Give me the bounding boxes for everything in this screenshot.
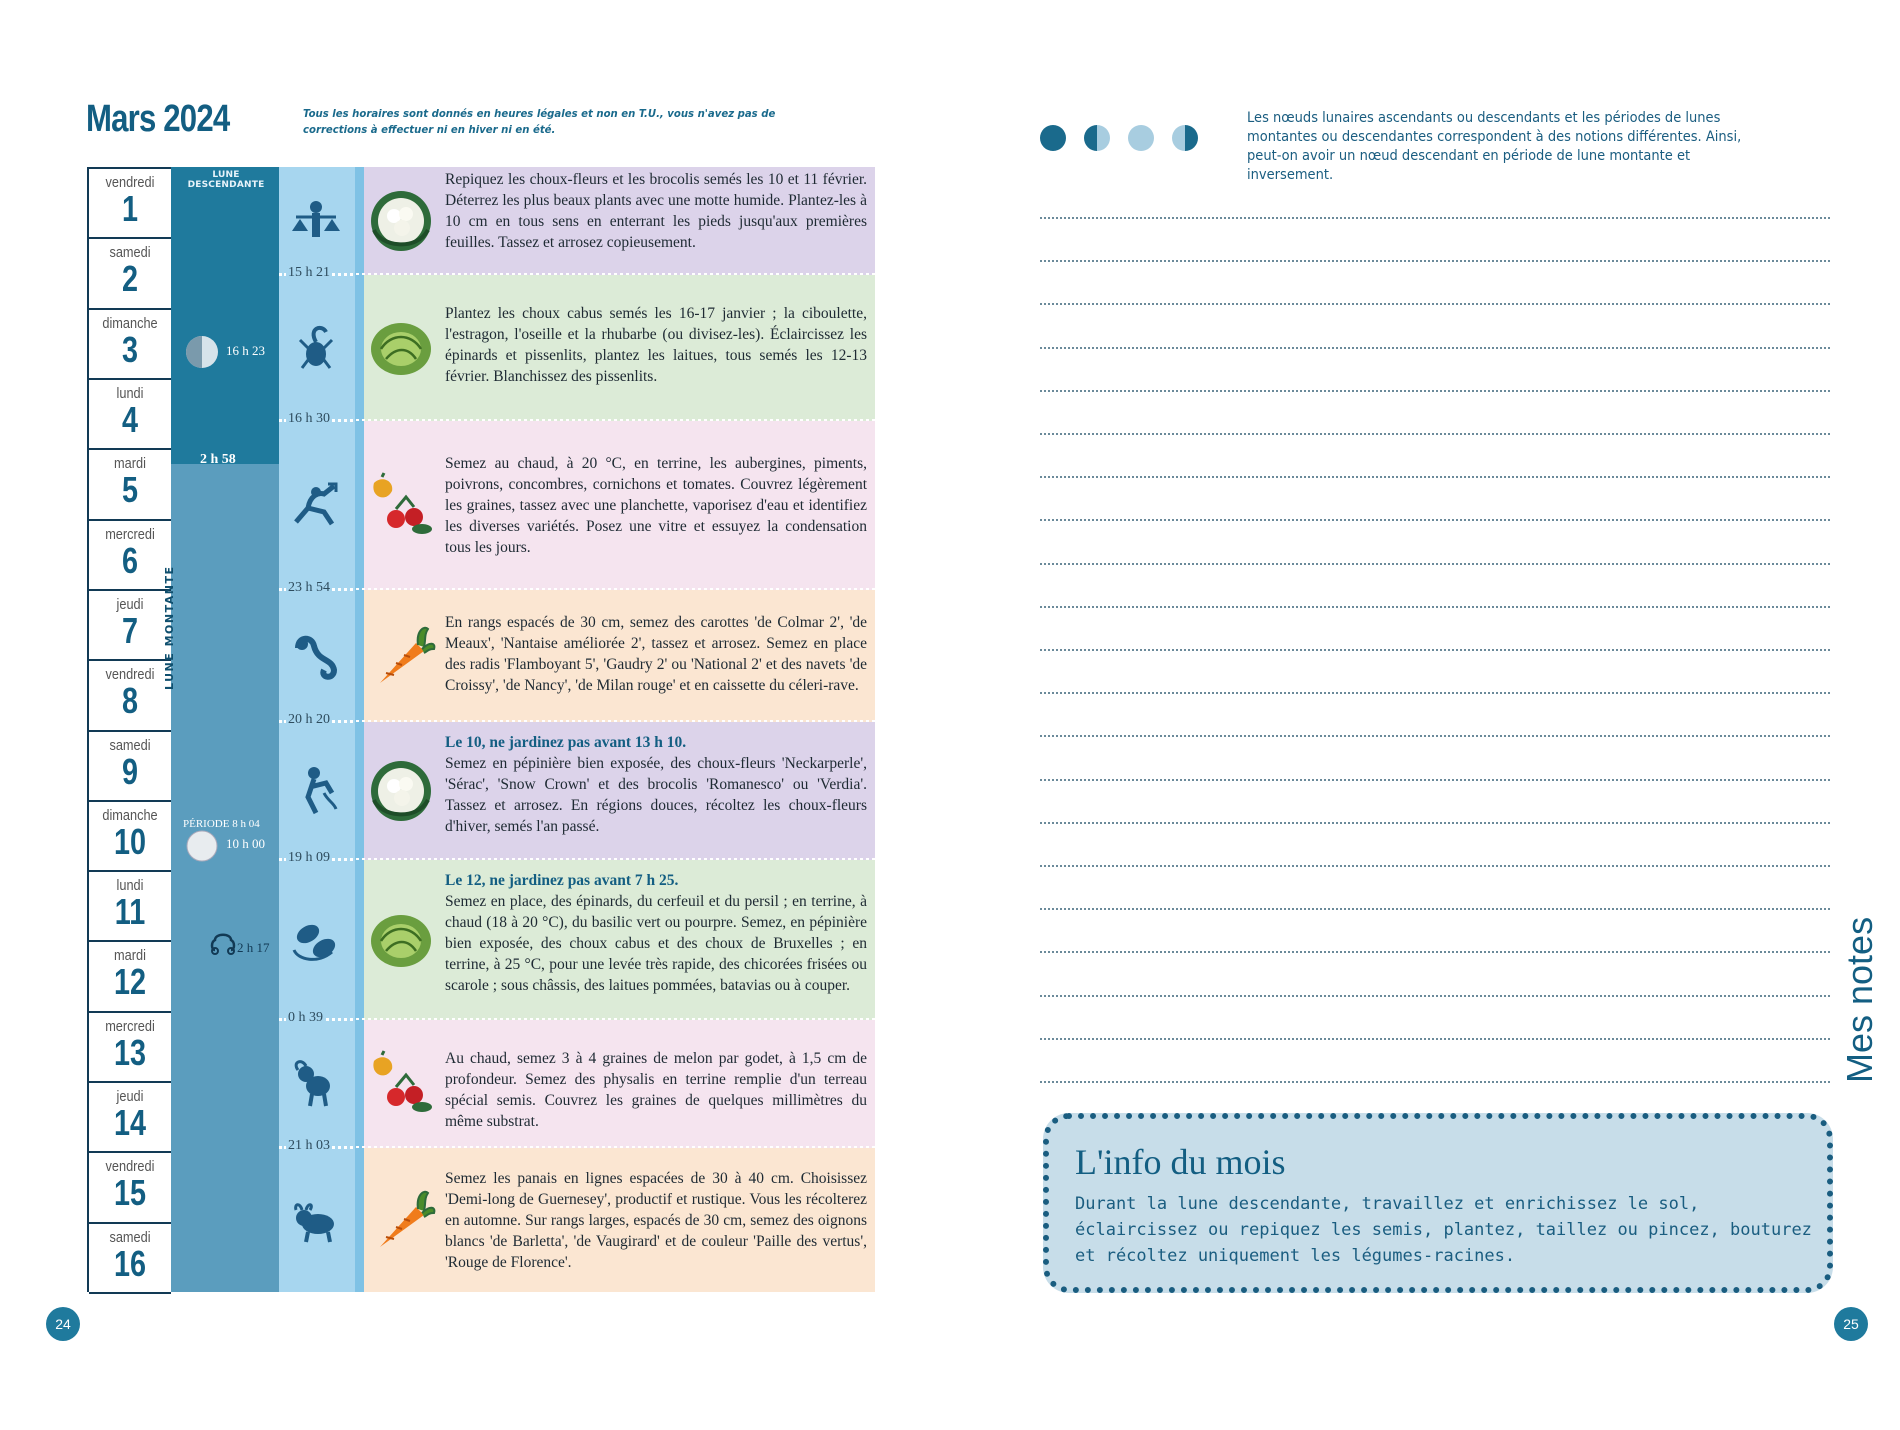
sign-change-time: 19 h 09 bbox=[288, 850, 330, 865]
note-line bbox=[1040, 908, 1830, 910]
node-time: 2 h 17 bbox=[237, 940, 270, 955]
info-title: L'info du mois bbox=[1075, 1142, 1286, 1182]
pisces-icon bbox=[288, 912, 344, 968]
day-number: 16 bbox=[113, 1242, 147, 1284]
block-warning: Le 12, ne jardinez pas avant 7 h 25. bbox=[445, 872, 679, 889]
cauliflower-icon bbox=[366, 756, 436, 826]
perigee-label: PÉRIODE 8 h 04 bbox=[183, 818, 260, 830]
block-strip bbox=[355, 1020, 364, 1148]
block-body: Semez les panais en lignes espacées de 30 à 40 cm. Choisissez 'Demi-long de Guernesey', productif et rustique. Vous les récolterez en automne. Sur rangs larges, espacés de 30 cm, semez des oignons blancs 'de Barletta', 'de Vaugirard' et de couleur 'Paille des vertus', 'Rouge de Florence'. bbox=[445, 1170, 867, 1271]
last-quarter-dot-icon bbox=[1172, 125, 1198, 151]
day-name: lundi bbox=[116, 384, 144, 402]
block-text bbox=[445, 612, 867, 696]
block-text bbox=[445, 169, 867, 253]
block-text bbox=[445, 732, 867, 837]
block-body: En rangs espacés de 30 cm, semez des carottes 'de Colmar 2', 'de Meaux', 'Nantaise améliorée 2', tassez et arrosez. Semez en place des radis 'Flamboyant 5', 'Gaudry 2' ou 'National 2' et des navets 'de Croissy', 'de Nancy', 'de Milan rouge' et en caissette du céleri-rave. bbox=[445, 614, 867, 694]
aquarius-icon bbox=[288, 763, 344, 819]
day-cell bbox=[89, 661, 171, 731]
gardening-block bbox=[355, 275, 875, 421]
block-text bbox=[445, 1048, 867, 1132]
day-number: 6 bbox=[121, 539, 139, 581]
day-cell bbox=[89, 239, 171, 309]
day-name: mercredi bbox=[105, 1017, 155, 1035]
block-body: Au chaud, semez 3 à 4 graines de melon par godet, à 1,5 cm de profondeur. Semez des physalis en terrine remplie d'un terreau spécial semis. Couvrez les graines de quelques millimètres du même substrat. bbox=[445, 1050, 867, 1130]
info-text: Durant la lune descendante, travaillez et enrichissez le sol, éclaircissez ou repiquez les semis, plantez, taillez ou pincez, bouturez et récoltez uniquement les légumes-racines. bbox=[1075, 1194, 1812, 1266]
gardening-block bbox=[355, 1148, 875, 1292]
block-strip bbox=[355, 275, 364, 421]
note-line bbox=[1040, 692, 1830, 694]
block-text bbox=[445, 453, 867, 558]
page-number-right: 25 bbox=[1834, 1307, 1868, 1341]
cabbage-icon bbox=[366, 905, 436, 975]
sagittarius-icon bbox=[288, 478, 344, 534]
moon-switch-time: 2 h 58 bbox=[200, 452, 236, 467]
day-name: lundi bbox=[116, 877, 144, 895]
carrot-icon bbox=[366, 1185, 436, 1255]
block-strip bbox=[355, 590, 364, 722]
note-line bbox=[1040, 951, 1830, 953]
day-cell bbox=[89, 169, 171, 239]
day-cell bbox=[89, 942, 171, 1012]
block-warning: Le 10, ne jardinez pas avant 13 h 10. bbox=[445, 734, 687, 751]
day-cell bbox=[89, 802, 171, 872]
lunar-node-icon bbox=[209, 930, 237, 956]
cauliflower-icon bbox=[366, 186, 436, 256]
block-strip bbox=[355, 421, 364, 590]
note-line bbox=[1040, 303, 1830, 305]
block-body: Semez en pépinière bien exposée, des choux-fleurs 'Neckarperle', 'Sérac', 'Snow Crown' et des brocolis 'Romanesco' ou 'Verdia'. Tassez et arrosez. En régions douces, récoltez les choux-fleurs d'hiver, semés l'an passé. bbox=[445, 755, 867, 835]
full-moon-dot-icon bbox=[1040, 125, 1066, 151]
lunar-nodes-note: Les nœuds lunaires ascendants ou descendants et les périodes de lunes montantes ou descendantes correspondent à des notions différentes. Ainsi, peut-on avoir un nœud descendant en période de lune montante et inversement. bbox=[1247, 110, 1742, 183]
last-quarter-moon-icon bbox=[185, 335, 219, 369]
day-cell bbox=[89, 1083, 171, 1153]
first-quarter-dot-icon bbox=[1084, 125, 1110, 151]
day-cell bbox=[89, 1153, 171, 1223]
day-name: dimanche bbox=[102, 806, 158, 824]
note-line bbox=[1040, 260, 1830, 262]
gardening-block bbox=[355, 860, 875, 1020]
note-line bbox=[1040, 649, 1830, 651]
note-line bbox=[1040, 822, 1830, 824]
note-line bbox=[1040, 563, 1830, 565]
day-number: 4 bbox=[121, 398, 139, 440]
day-number: 13 bbox=[113, 1031, 147, 1073]
fruit-vegetables-icon bbox=[366, 1049, 436, 1119]
block-body: Plantez les choux cabus semés les 16-17 janvier ; la ciboulette, l'estragon, l'oseille et la rhubarbe (ou divisez-les). Éclaircissez les épinards et pissenlits, plantez les laitues, tous semés les 12-13 février. Blanchissez des pissenlits. bbox=[445, 305, 867, 385]
day-number: 3 bbox=[121, 328, 139, 370]
sign-change-time: 21 h 03 bbox=[288, 1138, 330, 1153]
ascending-label: LUNE MONTANTE bbox=[163, 565, 176, 690]
day-cell bbox=[89, 872, 171, 942]
note-line bbox=[1040, 995, 1830, 997]
day-name: samedi bbox=[109, 1228, 151, 1246]
note-line bbox=[1040, 390, 1830, 392]
note-line bbox=[1040, 779, 1830, 781]
block-body: Semez en place, des épinards, du cerfeuil et du persil ; en terrine, à chaud (18 à 20 °C), du basilic vert ou pourpre. Semez, en pépinière bien exposée, des choux cabus et des choux de Bruxelles ; en terrine, à 25 °C, pour une levée très rapide, des chicorées frisées ou scarole ; sous châssis, des laitues pommées, batavias ou à couper. bbox=[445, 893, 867, 994]
block-text bbox=[445, 870, 867, 996]
page-number-left: 24 bbox=[46, 1307, 80, 1341]
day-name: mardi bbox=[114, 455, 146, 473]
day-number: 14 bbox=[113, 1102, 147, 1144]
day-number: 9 bbox=[121, 750, 139, 792]
note-line bbox=[1040, 606, 1830, 608]
note-line bbox=[1040, 476, 1830, 478]
aries-icon bbox=[288, 1056, 344, 1112]
day-name: jeudi bbox=[116, 595, 144, 613]
sign-change-time: 15 h 21 bbox=[288, 265, 330, 280]
new-moon-dot-icon bbox=[1128, 125, 1154, 151]
day-name: mardi bbox=[114, 947, 146, 965]
note-line bbox=[1040, 433, 1830, 435]
notes-label: Mes notes bbox=[1839, 916, 1880, 1083]
block-body: Repiquez les choux-fleurs et les brocolis semés les 10 et 11 février. Déterrez les plus beaux plants avec une motte humide. Plantez-les à 10 cm en tous sens en enterrant les pieds jusqu'aux premières feuilles. Tassez et arrosez copieusement. bbox=[445, 171, 867, 251]
day-cell bbox=[89, 310, 171, 380]
scorpio-icon bbox=[288, 320, 344, 376]
note-line bbox=[1040, 735, 1830, 737]
sign-change-time: 20 h 20 bbox=[288, 712, 330, 727]
block-text bbox=[445, 303, 867, 387]
page-title: Mars 2024 bbox=[86, 98, 230, 140]
taurus-icon bbox=[288, 1192, 344, 1248]
gardening-block bbox=[355, 1020, 875, 1148]
day-name: jeudi bbox=[116, 1088, 144, 1106]
gardening-block bbox=[355, 722, 875, 860]
note-line bbox=[1040, 865, 1830, 867]
note-line bbox=[1040, 347, 1830, 349]
day-cell bbox=[89, 521, 171, 591]
day-number: 7 bbox=[121, 609, 139, 651]
day-name: vendredi bbox=[105, 1158, 155, 1176]
sign-change-time: 23 h 54 bbox=[288, 580, 330, 595]
day-cell bbox=[89, 732, 171, 802]
day-cell bbox=[89, 380, 171, 450]
day-number: 10 bbox=[113, 820, 147, 862]
block-strip bbox=[355, 860, 364, 1020]
day-cell bbox=[89, 1013, 171, 1083]
sign-change-time: 16 h 30 bbox=[288, 411, 330, 426]
day-cell bbox=[89, 450, 171, 520]
moon-descending-band bbox=[171, 167, 279, 464]
note-line bbox=[1040, 1081, 1830, 1083]
day-number: 5 bbox=[121, 469, 139, 511]
descending-label: LUNE DESCENDANTE bbox=[187, 170, 265, 190]
moon-ascending-band bbox=[171, 464, 279, 1292]
day-number: 15 bbox=[113, 1172, 147, 1214]
block-strip bbox=[355, 167, 364, 275]
block-strip bbox=[355, 1148, 364, 1292]
day-number: 1 bbox=[121, 188, 139, 229]
capricorn-icon bbox=[288, 628, 344, 684]
day-name: samedi bbox=[109, 736, 151, 754]
day-cell bbox=[89, 591, 171, 661]
gardening-block bbox=[355, 421, 875, 590]
new-moon-time: 10 h 00 bbox=[226, 836, 265, 851]
gardening-block bbox=[355, 167, 875, 275]
day-name: samedi bbox=[109, 244, 151, 262]
carrot-icon bbox=[366, 621, 436, 691]
day-number: 12 bbox=[113, 961, 147, 1003]
note-line bbox=[1040, 1038, 1830, 1040]
day-number: 8 bbox=[121, 680, 139, 722]
note-line bbox=[1040, 519, 1830, 521]
day-name: mercredi bbox=[105, 525, 155, 543]
block-body: Semez au chaud, à 20 °C, en terrine, les aubergines, piments, poivrons, concombres, cornichons et tomates. Couvrez légèrement les graines, tassez avec une planchette, vaporisez d'eau et identifiez les diverses variétés. Posez une vitre et essuyez la condensation tous les jours. bbox=[445, 455, 867, 556]
note-line bbox=[1040, 217, 1830, 219]
day-number: 2 bbox=[121, 258, 139, 300]
libra-icon bbox=[288, 193, 344, 249]
sign-change-time: 0 h 39 bbox=[288, 1010, 323, 1025]
info-box bbox=[1043, 1113, 1833, 1293]
day-name: vendredi bbox=[105, 174, 155, 191]
block-text bbox=[445, 1168, 867, 1273]
fruit-vegetables-icon bbox=[366, 471, 436, 541]
day-column bbox=[87, 167, 171, 1292]
day-number: 11 bbox=[114, 891, 146, 933]
gardening-block bbox=[355, 590, 875, 722]
cabbage-icon bbox=[366, 313, 436, 383]
day-name: vendredi bbox=[105, 666, 155, 684]
block-strip bbox=[355, 722, 364, 860]
header-note: Tous les horaires sont donnés en heures légales et non en T.U., vous n'avez pas de corrections à effectuer ni en hiver ni en été. bbox=[303, 107, 776, 136]
day-name: dimanche bbox=[102, 314, 158, 332]
last-quarter-time: 16 h 23 bbox=[226, 343, 265, 358]
new-moon-icon bbox=[186, 830, 218, 862]
day-cell bbox=[89, 1224, 171, 1294]
